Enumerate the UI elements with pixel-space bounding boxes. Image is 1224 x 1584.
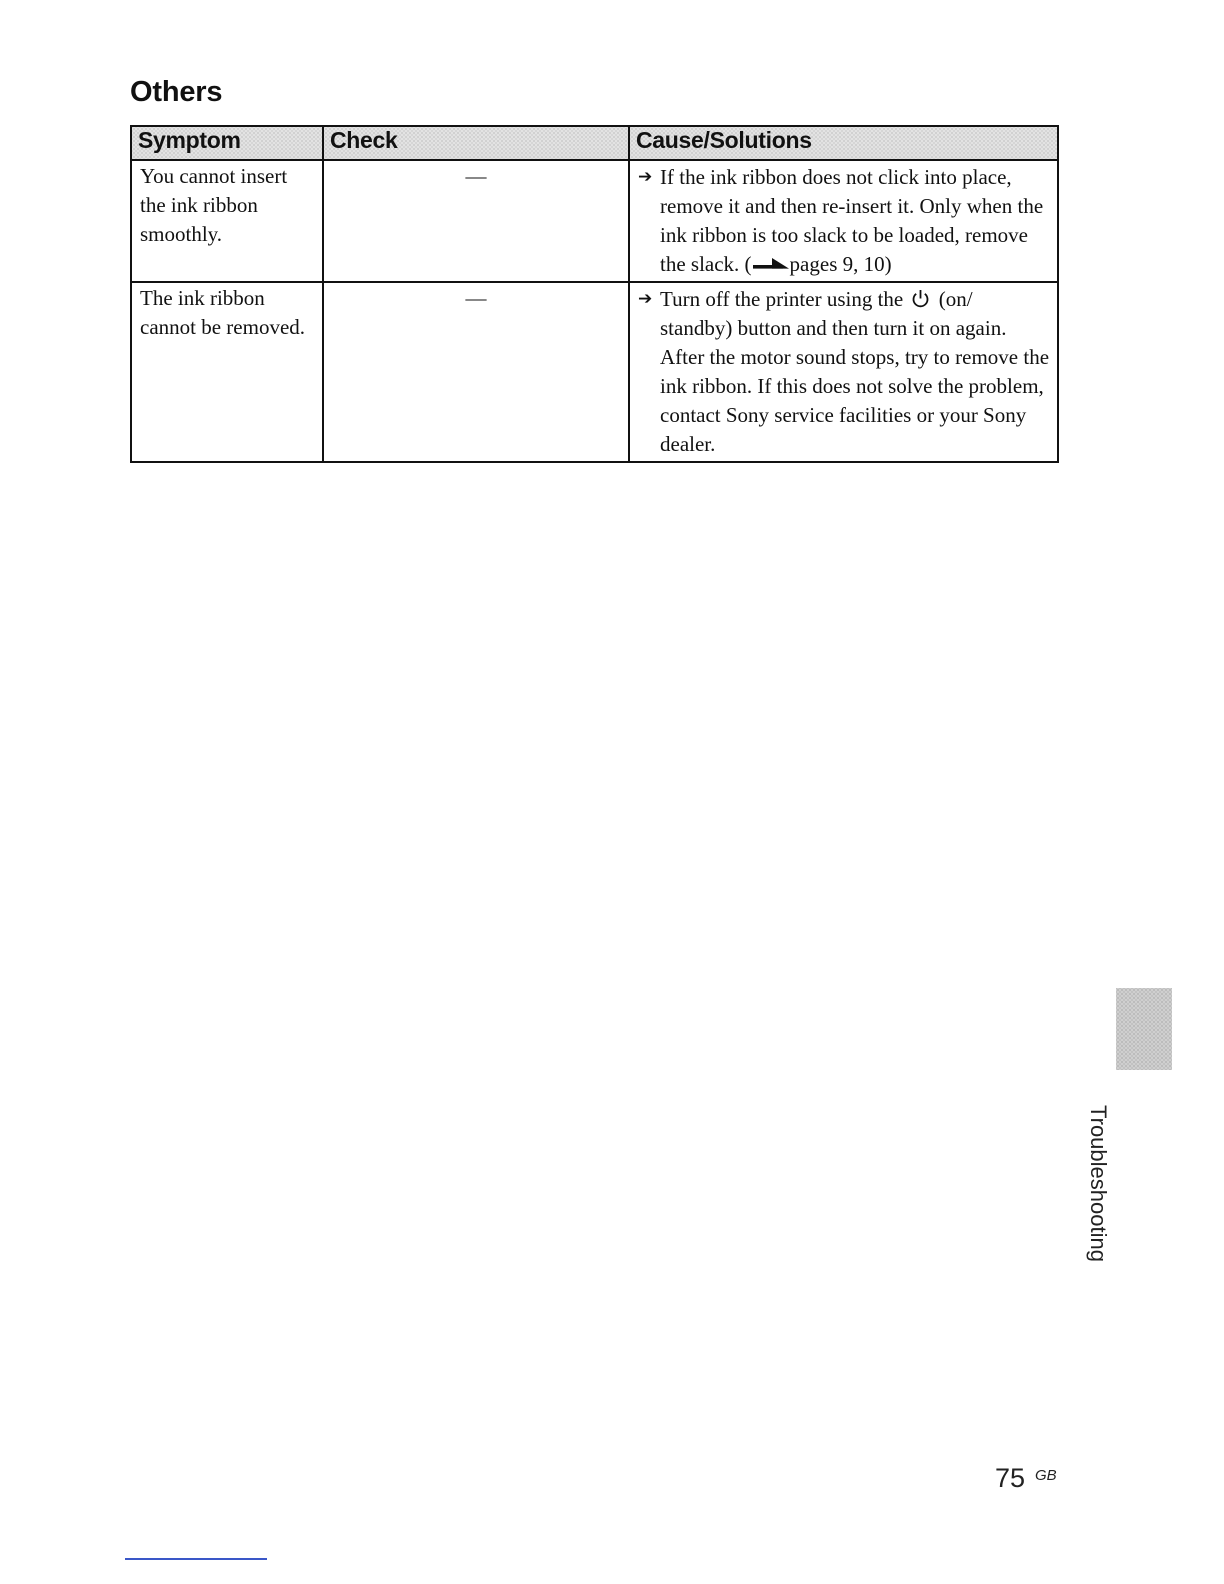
arrow-right-icon: ➔ [638,289,653,309]
solutions-header: Cause/Solutions [629,126,1058,160]
side-tab-label-text: Troubleshooting [1086,1105,1111,1262]
solution-text-continued: (on/ standby) button and then turn it on again. After the motor sound stops, try to remove the ink ribbon. If this does not solve the problem, contact Sony service facilities or your Sony dealer. [660,287,1050,456]
footer-rule [125,1558,267,1560]
solution-item [638,163,1049,279]
troubleshooting-table [130,125,1059,463]
check-header: Check [323,126,629,160]
symptom-cell: The ink ribbon cannot be removed. [131,282,323,462]
check-cell: — [323,160,629,282]
table-header-row [131,126,1058,160]
side-tab-label [1086,1105,1110,1275]
page-number: 75 [995,1463,1026,1493]
page-reference-text: pages 9, 10) [789,252,892,276]
symptom-header: Symptom [131,126,323,160]
solution-text: If the ink ribbon does not click into place, remove it and then re-insert it. Only when the ink ribbon is too slack to be loaded, remove the slack. ( [660,165,1044,276]
table-row [131,160,1058,282]
table-row [131,282,1058,462]
side-tab-marker [1116,988,1172,1070]
solution-cell [629,160,1058,282]
solution-cell [629,282,1058,462]
check-cell: — [323,282,629,462]
page-reference-arrow-icon [753,258,789,270]
symptom-cell: You cannot insert the ink ribbon smoothly. [131,160,323,282]
arrow-right-icon: ➔ [638,167,653,187]
power-standby-icon [911,289,930,309]
section-title: Others [130,76,223,108]
solution-text: Turn off the printer using the [660,287,909,311]
solution-item [638,285,1049,459]
page-suffix: GB [1035,1467,1057,1484]
